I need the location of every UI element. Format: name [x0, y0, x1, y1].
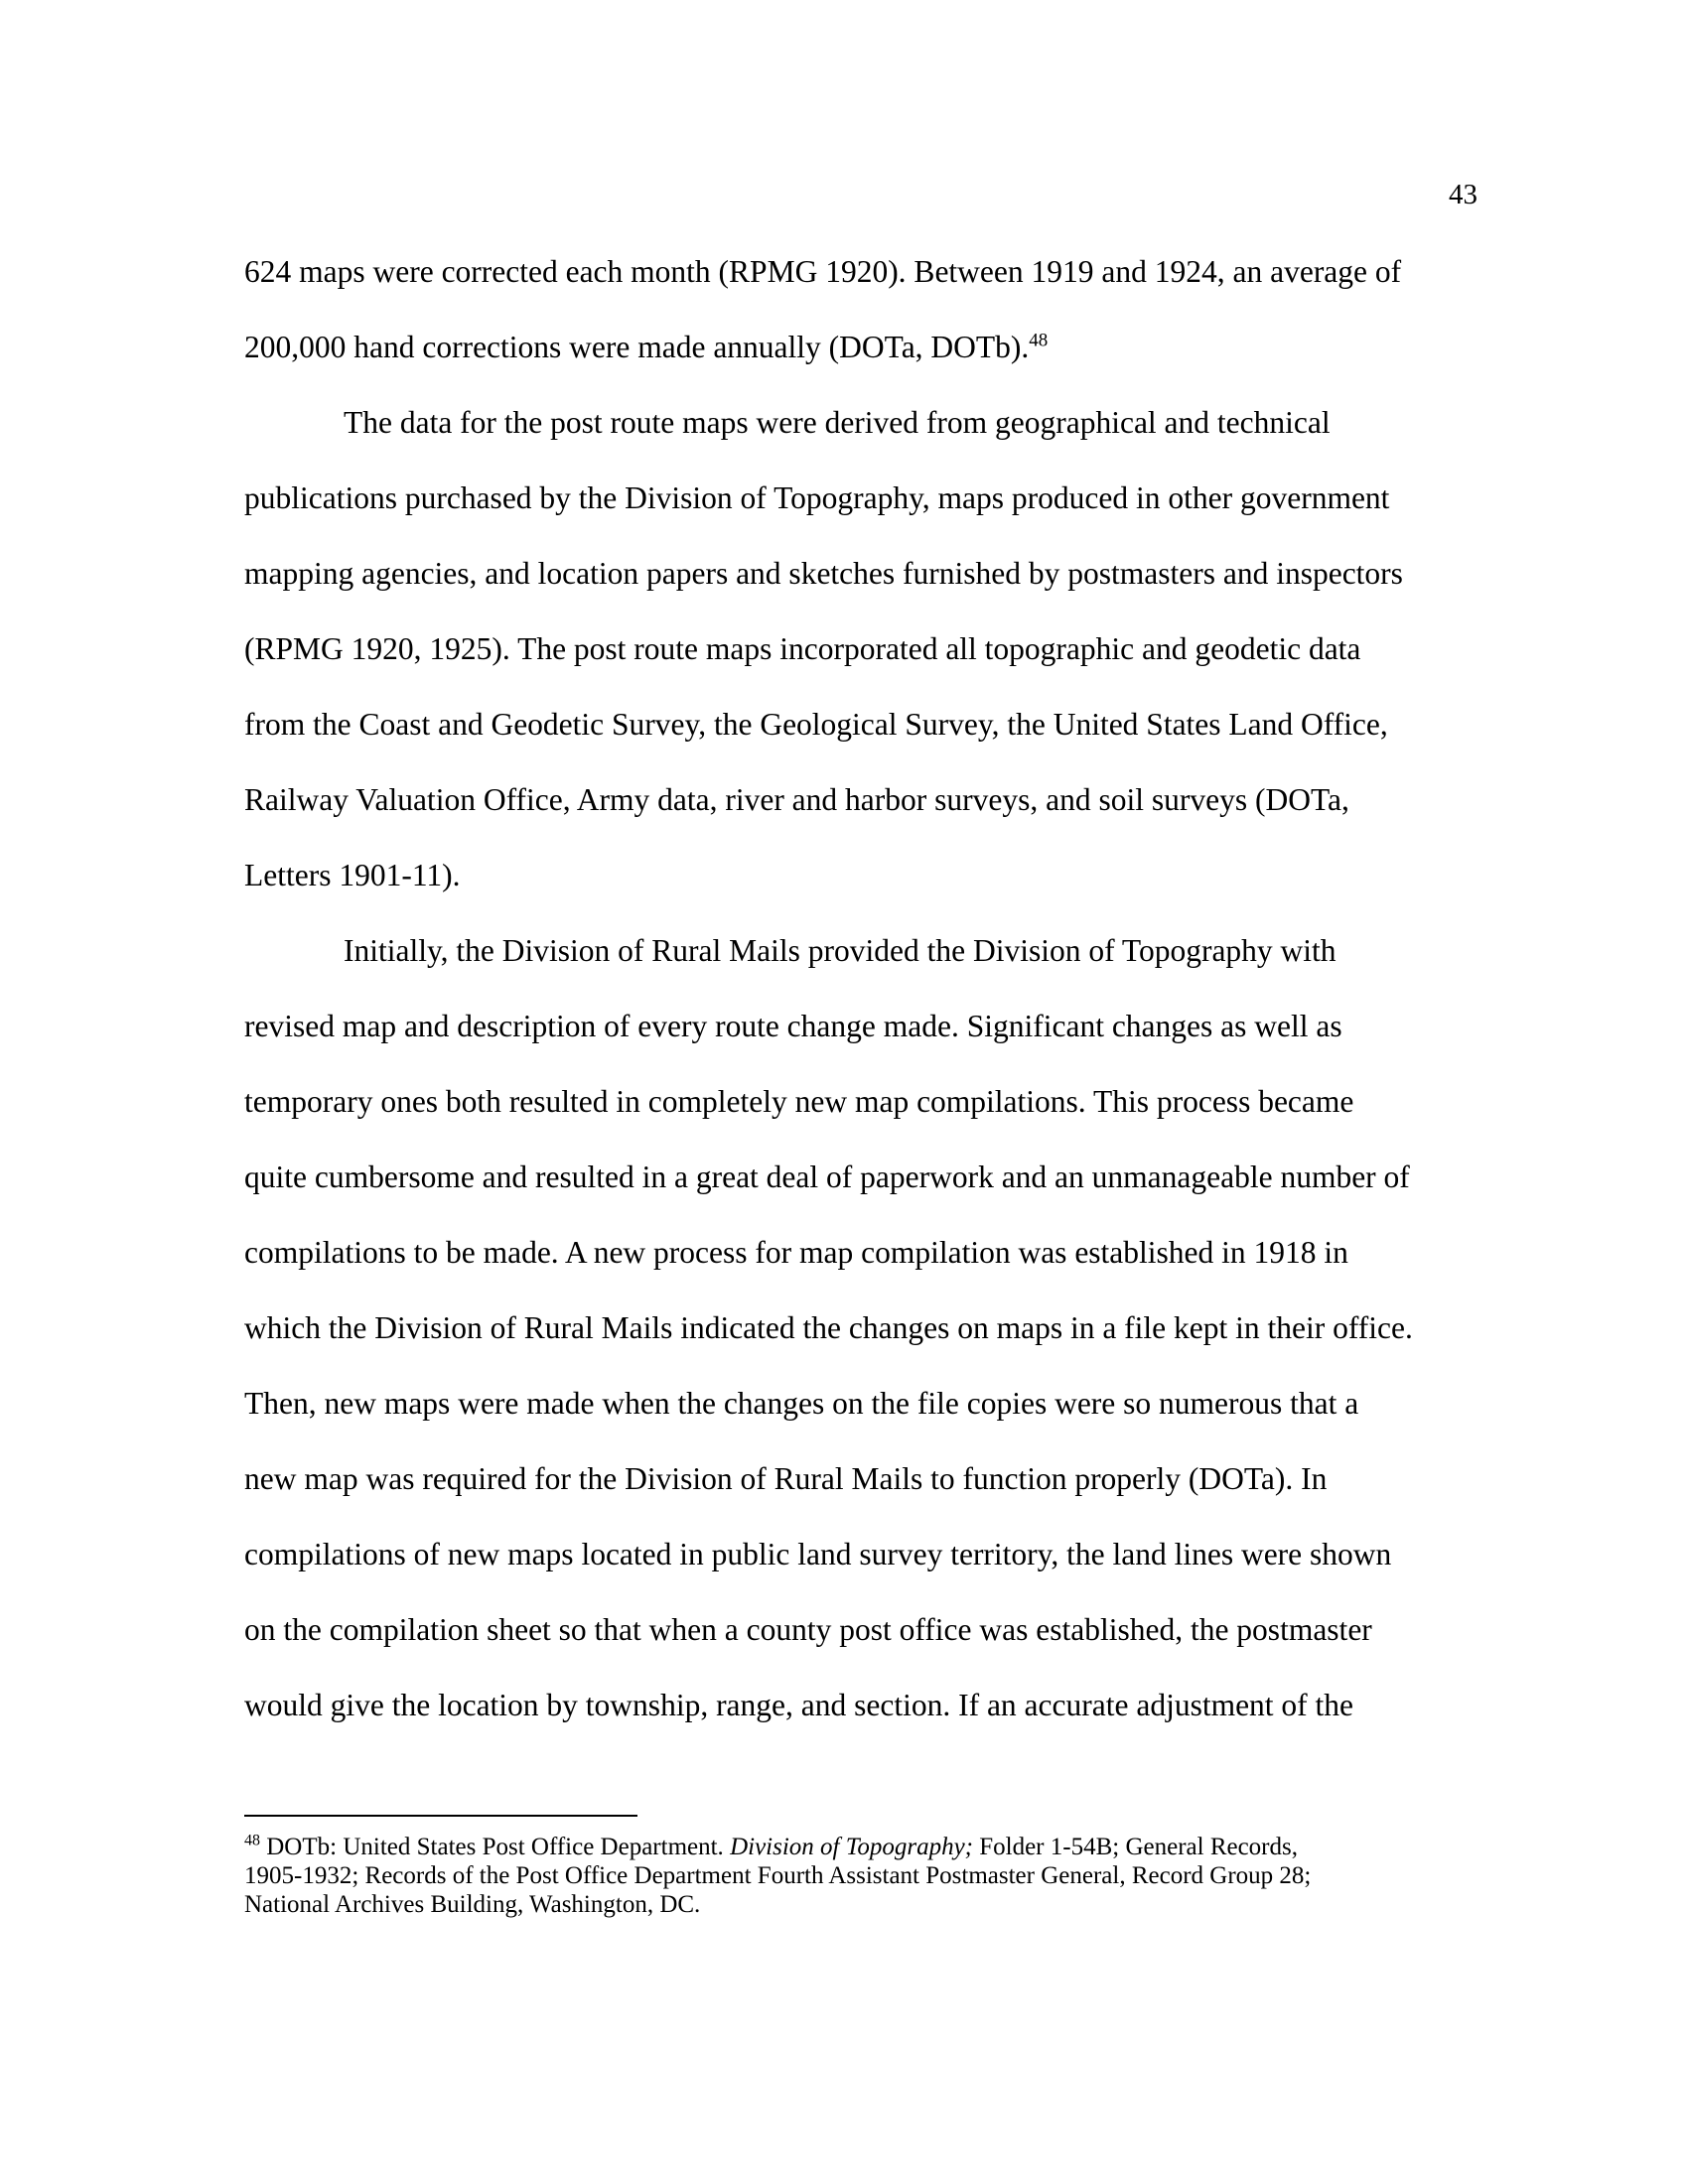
text-line: publications purchased by the Division of Topography, maps produced in other government [244, 480, 1390, 515]
text-line: Initially, the Division of Rural Mails provided the Division of Topography with [344, 933, 1336, 968]
body-text [244, 234, 1476, 1743]
text-line: quite cumbersome and resulted in a great deal of paperwork and an unmanageable number of [244, 1160, 1410, 1194]
text-line-content: 200,000 hand corrections were made annually (DOTa, DOTb). [244, 330, 1030, 364]
footnote-separator [244, 1815, 637, 1817]
text-line: The data for the post route maps were derived from geographical and technical [344, 405, 1331, 440]
footnote-reference[interactable]: 48 [1029, 330, 1049, 351]
footnote [244, 1833, 1476, 1919]
footnote-marker: 48 [244, 1832, 260, 1849]
footnote-text: Folder 1-54B; General Records, [972, 1834, 1298, 1860]
text-line: mapping agencies, and location papers and sketches furnished by postmasters and inspectors [244, 556, 1403, 591]
text-line: revised map and description of every route change made. Significant changes as well as [244, 1009, 1342, 1043]
page-number: 43 [1449, 179, 1477, 210]
text-line: Then, new maps were made when the changes on the file copies were so numerous that a [244, 1386, 1359, 1421]
footnote-text: DOTb: United States Post Office Department. [260, 1834, 731, 1860]
text-line: temporary ones both resulted in completely new map compilations. This process became [244, 1084, 1354, 1119]
paragraph-2 [244, 385, 1476, 913]
text-line: Letters 1901-11). [244, 858, 461, 892]
paragraph-3 [244, 913, 1476, 1743]
footnote-line [244, 1833, 1476, 1861]
paragraph-1 [244, 234, 1476, 385]
text-line [244, 310, 1476, 385]
footnote-line: National Archives Building, Washington, DC. [244, 1891, 701, 1918]
text-line: from the Coast and Geodetic Survey, the Geological Survey, the United States Land Office, [244, 707, 1388, 742]
footnote-italic-title: Division of Topography; [730, 1834, 973, 1860]
text-line: new map was required for the Division of Rural Mails to function properly (DOTa). In [244, 1461, 1328, 1496]
text-line: 624 maps were corrected each month (RPMG 1920). Between 1919 and 1924, an average of [244, 254, 1402, 289]
text-line: on the compilation sheet so that when a county post office was established, the postmaster [244, 1612, 1372, 1647]
text-line: (RPMG 1920, 1925). The post route maps incorporated all topographic and geodetic data [244, 631, 1361, 666]
text-line: which the Division of Rural Mails indicated the changes on maps in a file kept in their office. [244, 1310, 1413, 1345]
text-line: compilations to be made. A new process for map compilation was established in 1918 in [244, 1235, 1348, 1270]
text-line: Railway Valuation Office, Army data, river and harbor surveys, and soil surveys (DOTa, [244, 782, 1349, 817]
footnote-line: 1905-1932; Records of the Post Office Department Fourth Assistant Postmaster General, Record Group 28; [244, 1862, 1312, 1889]
text-line: compilations of new maps located in public land survey territory, the land lines were shown [244, 1537, 1392, 1571]
text-line: would give the location by township, range, and section. If an accurate adjustment of the [244, 1688, 1354, 1722]
